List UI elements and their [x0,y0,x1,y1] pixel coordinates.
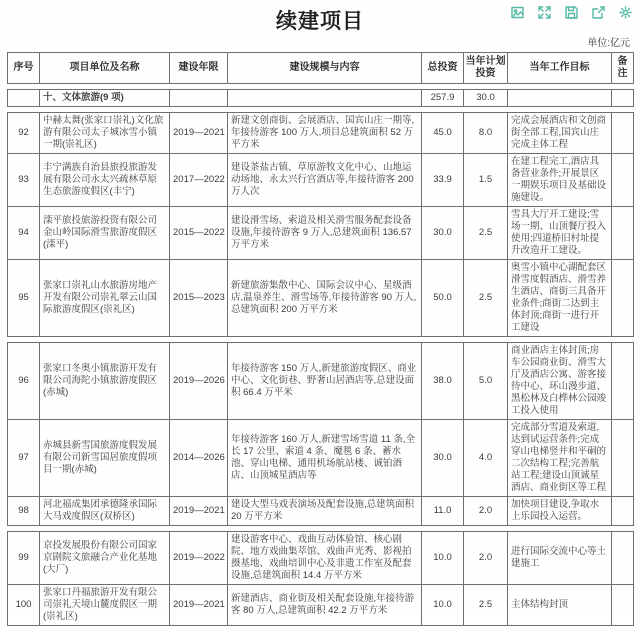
cell-no: 100 [8,585,40,626]
cell-no: 93 [8,154,40,207]
column-header: 建设规模与内容 [228,53,422,84]
cell-invest: 257.9 [422,90,464,107]
column-header: 当年工作目标 [508,53,612,84]
cell-plan: 8.0 [464,113,508,154]
cell-content: 新建文创商街、会展酒店、国宾山庄一期等,年接待游客 100 万人,项目总建筑面积 52 万平方米 [228,113,422,154]
cell-invest: 50.0 [422,260,464,337]
cell-name: 张家口崇礼山水旅游房地产开发有限公司崇礼翠云山国际旅游度假区(崇礼区) [40,260,170,337]
cell-name: 滦平旅投旅游投资有限公司金山岭国际滑雪旅游度假区(滦平) [40,207,170,260]
cell-content: 建设滑雪场、索道及相关滑雪服务配套设备设施,年接待游客 9 万人,总建筑面积 136.57 万平方米 [228,207,422,260]
unit-label: 单位:亿元 [587,38,630,49]
cell-no: 96 [8,343,40,420]
cell-years: 2015—2022 [170,207,228,260]
cell-target: 雪具大厅开工建设;雪场一期、山顶餐厅投入使用;四道桥旧村址提升改造开工建设。 [508,207,612,260]
cell-content: 建设茶盐古镇、草原游牧文化中心、山地运动场地、永太兴行宫酒店等,年接待游客 200 万人次 [228,154,422,207]
cell-note [612,420,634,497]
cell-note [612,532,634,585]
cell-plan: 2.5 [464,585,508,626]
cell-name: 十、文体旅游(9 项) [40,90,170,107]
cell-content: 年接待游客 160 万人,新建雪场雪道 11 条,全长 17 公里、索道 4 条、魔毯 6 条、蓄水池、穿山电梯、通用机场航站楼、诚铂酒店、山顶城星酒店等 [228,420,422,497]
share-icon[interactable] [590,4,607,21]
cell-invest: 38.0 [422,343,464,420]
cell-years: 2019—2021 [170,585,228,626]
project-row [8,532,634,585]
project-row [8,113,634,154]
cell-plan: 2.5 [464,207,508,260]
cell-note [612,90,634,107]
cell-note [612,585,634,626]
projects-table [0,52,640,626]
cell-invest: 11.0 [422,497,464,526]
cell-plan: 2.0 [464,532,508,585]
column-header: 总投资 [422,53,464,84]
cell-invest: 33.9 [422,154,464,207]
cell-invest: 45.0 [422,113,464,154]
project-row [8,343,634,420]
cell-plan: 30.0 [464,90,508,107]
cell-target [508,90,612,107]
cell-no: 92 [8,113,40,154]
cell-target: 商业酒店主体封顶;房车公园商业街、滑雪大厅及酒店公寓、游客接待中心、环山漫步道、黑松林及白桦林公园竣工投入使用 [508,343,612,420]
settings-icon[interactable] [617,4,634,21]
picture-icon[interactable] [509,4,526,21]
table-segment-2 [7,112,634,337]
cell-content: 新建旅游集散中心、国际会议中心、星级酒店,温泉养生、滑雪场等,年接待游客 90 万人,总建筑面积 200 万平方米 [228,260,422,337]
cell-plan: 4.0 [464,420,508,497]
cell-years [170,90,228,107]
cell-note [612,154,634,207]
cell-plan: 2.0 [464,497,508,526]
cell-plan: 1.5 [464,154,508,207]
cell-name: 丰宁满族自治县旅投旅游发展有限公司永太兴疏林草原生态旅游度假区(丰宁) [40,154,170,207]
cell-content: 建设大型马戏表演场及配套设施,总建筑面积 20 万平方米 [228,497,422,526]
cell-name: 中赫太舞(张家口崇礼)文化旅游有限公司太子城冰雪小镇一期(崇礼区) [40,113,170,154]
cell-years: 2019—2021 [170,113,228,154]
cell-target: 奥雪小镇中心湖配套区滑雪度假酒店、滑雪养生酒店、商街三具备开业条件;商街二达到主体封顶;商街一进行开工建设 [508,260,612,337]
cell-name: 张家口丹福旅游开发有限公司崇礼天境山麓度假区一期(崇礼区) [40,585,170,626]
cell-no: 98 [8,497,40,526]
title-bar [0,0,640,33]
cell-no [8,90,40,107]
header-row [8,53,634,84]
cell-name: 张家口冬奥小镇旅游开发有限公司海陀小镇旅游度假区(赤城) [40,343,170,420]
cell-invest: 30.0 [422,420,464,497]
cell-years: 2017—2022 [170,154,228,207]
table-segment-4 [7,531,634,626]
cell-years: 2015—2023 [170,260,228,337]
cell-invest: 10.0 [422,532,464,585]
cell-no: 97 [8,420,40,497]
column-header: 序号 [8,53,40,84]
fullscreen-icon[interactable] [536,4,553,21]
cell-years: 2019—2021 [170,497,228,526]
cell-no: 95 [8,260,40,337]
cell-content: 建设游客中心、戏曲互动体验馆、核心剧院、地方戏曲集萃馆、戏曲声光秀、影视拍摄基地、戏曲培训中心及非遗工作室及配套设施,总建筑面积 14.4 万平方米 [228,532,422,585]
cell-name: 河北福成集团承德隆承国际大马戏度假区(双桥区) [40,497,170,526]
cell-content: 年接待游客 150 万人,新建旅游度假区、商业中心、文化街巷、野奢山居酒店等,总建设面积 66.4 万平米 [228,343,422,420]
column-header: 项目单位及名称 [40,53,170,84]
cell-note [612,207,634,260]
cell-target: 完成会展酒店和文创商街全部工程,国宾山庄完成主体工程 [508,113,612,154]
column-header: 备注 [612,53,634,84]
project-row [8,585,634,626]
cell-target: 在建工程完工,酒店具备营业条件;开展景区一期娱乐项目及基础设施建设。 [508,154,612,207]
cell-no: 99 [8,532,40,585]
page-title: 续建项目 [276,10,364,33]
cell-target: 加快项目建设,争取水上乐园投入运营。 [508,497,612,526]
project-row [8,154,634,207]
save-icon[interactable] [563,4,580,21]
table-header-segment [7,52,634,84]
cell-plan: 2.5 [464,260,508,337]
cell-no: 94 [8,207,40,260]
cell-note [612,260,634,337]
project-row [8,497,634,526]
cell-name: 赤城县新雪国旅游度假发展有限公司新雪国居旅度假项目一期(赤城) [40,420,170,497]
cell-name: 京投发展股份有限公司国家京剧院文旅融合产业化基地(大厂) [40,532,170,585]
column-header: 当年计划投资 [464,53,508,84]
cell-years: 2014—2026 [170,420,228,497]
cell-invest: 10.0 [422,585,464,626]
cell-content [228,90,422,107]
cell-note [612,497,634,526]
cell-years: 2019—2022 [170,532,228,585]
project-row [8,207,634,260]
cell-target: 完成部分雪道及索道,达到试运营条件;完成穿山电梯竖井和平硐的二次结构工程;完善航站工程;建设山顶诚星酒店、商业街区等工程 [508,420,612,497]
project-row [8,260,634,337]
cell-invest: 30.0 [422,207,464,260]
cell-plan: 5.0 [464,343,508,420]
cell-target: 主体结构封顶 [508,585,612,626]
column-header: 建设年限 [170,53,228,84]
table-segment-3 [7,342,634,526]
cell-note [612,113,634,154]
table-segment-1 [7,89,634,107]
viewer-toolbar [509,4,634,21]
cell-target: 进行国际交流中心等土建施工 [508,532,612,585]
section-row [8,90,634,107]
cell-content: 新建酒店、商业街及相关配套设施,年接待游客 80 万人,总建筑面积 42.2 万平方米 [228,585,422,626]
cell-note [612,343,634,420]
project-row [8,420,634,497]
cell-years: 2019—2026 [170,343,228,420]
